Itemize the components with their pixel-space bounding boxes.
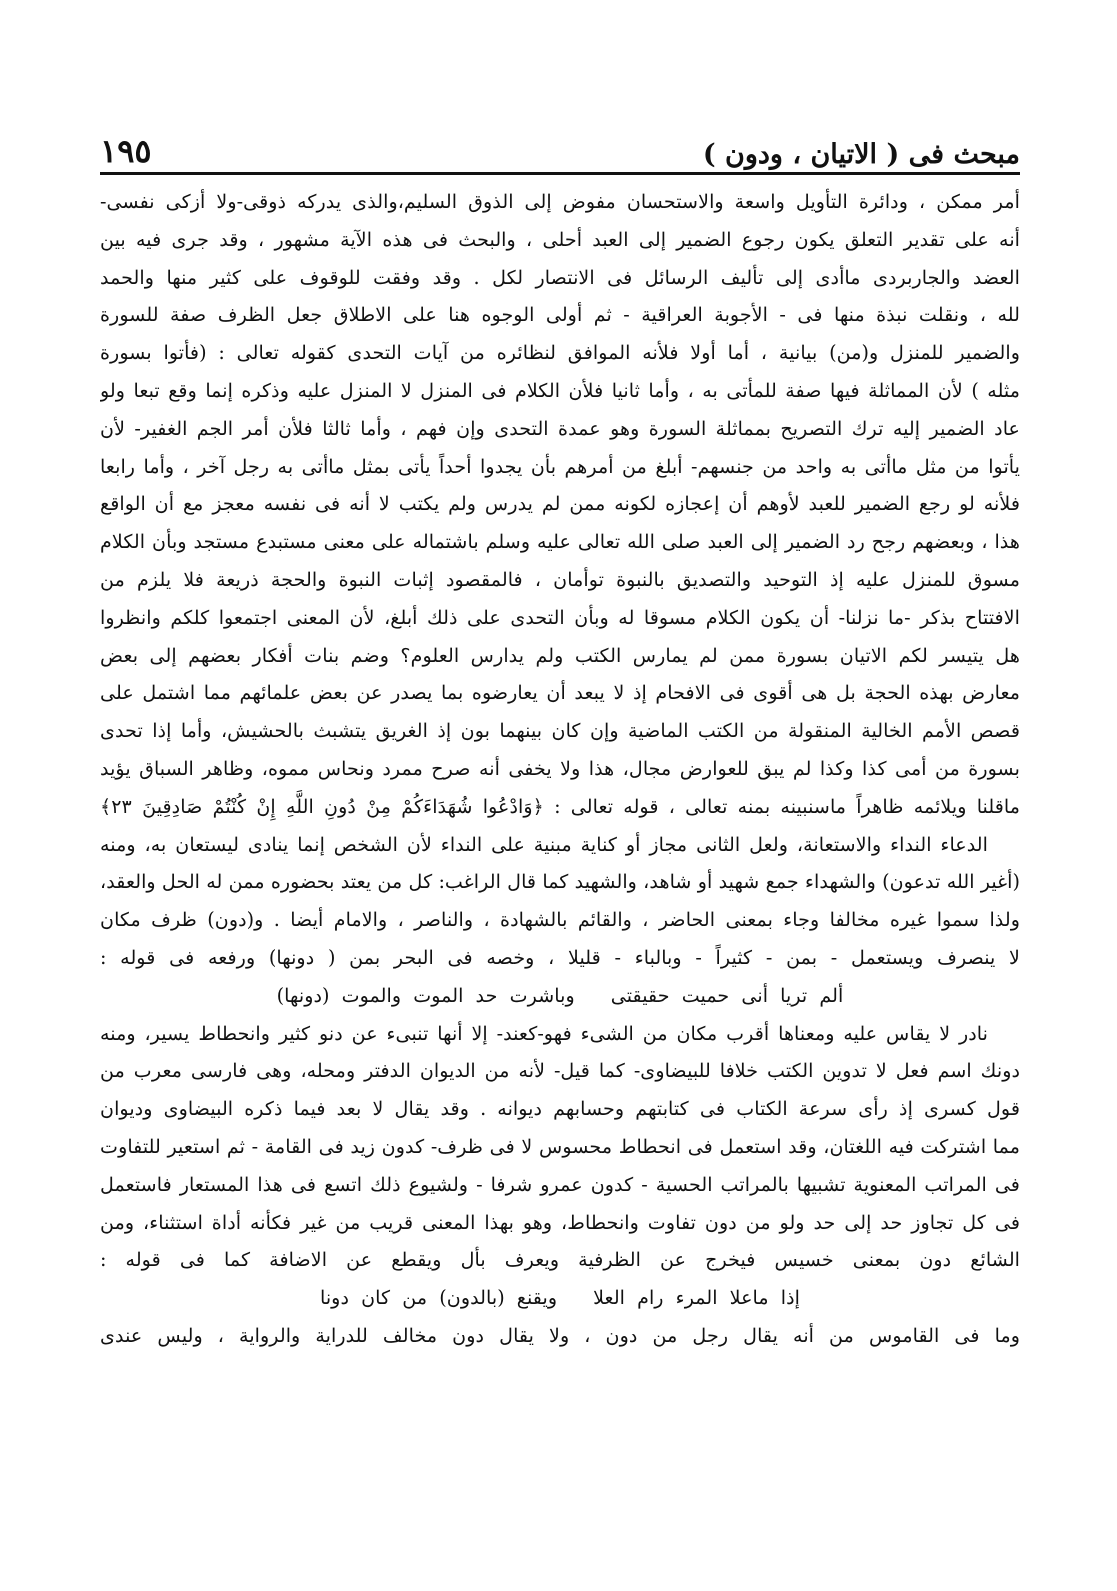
text-line: لا ينصرف ويستعمل - بمن - كثيراً - وبالباء - قليلا ، وخصه فى البحر بمن ( دونها) ورفعه فى قوله : <box>100 945 1020 969</box>
text-line: قصص الأمم الخالية المنقولة من الكتب الماضية وإن كان بينهما بون إذ الغريق يتشبث بالحشيش، وأما إذا تحدى <box>100 719 1020 743</box>
text-line: الافتتاح بذكر -ما نزلنا- أن يكون الكلام مسوقا له وبأن التحدى على ذلك أبلغ، لأن المعنى اجتمعوا كلكم وانظروا <box>100 605 1020 629</box>
text-line: أنه على تقدير التعلق يكون رجوع الضمير إلى العبد أحلى ، والبحث فى هذه الآية مشهور ، وقد جرى فيه بين <box>100 227 1020 251</box>
text-line: بسورة من أمى كذا وكذا لم يبق للعوارض مجال، هذا ولا يخفى أنه صرح ممرد ونحاس مموه، وظاهر السباق يؤيد <box>100 756 1020 780</box>
text-line: فلأنه لو رجع الضمير للعبد لأوهم أن إعجازه لكونه ممن لم يدرس ولم يكتب لا أنه فى نفسه معجز مع أن الواقع <box>100 492 1020 516</box>
text-line: عاد الضمير إليه ترك التصريح بمماثلة السورة وهو عمدة التحدى وإن فهم ، وأما ثالثا فلأن أمر الجم الغفير- لأن <box>100 416 1020 440</box>
text-line: لله ، ونقلت نبذة منها فى - الأجوبة العراقية - ثم أولى الوجوه هنا على الاطلاق جعل الظرف صفة للسورة <box>100 303 1020 327</box>
text-line: مسوق للمنزل عليه إذ التوحيد والتصديق بالنبوة توأمان ، فالمقصود إثبات النبوة والحجة ذريعة فلا يلزم من <box>100 567 1020 591</box>
text-line: مثله ) لأن المماثلة فيها صفة للمأتى به ، وأما ثانيا فلأن الكلام فى المنزل لا المنزل عليه وذكره إنما وقع تبعا ولو <box>100 378 1020 402</box>
text-line: هذا ، وبعضهم رجح رد الضمير إلى العبد صلى الله تعالى عليه وسلم باشتماله على معنى مستبدع مستجد وبأن الكلام <box>100 530 1020 554</box>
page-number: ١٩٥ <box>100 132 152 170</box>
verse-hemistich: وباشرت حد الموت والموت (دونها) <box>276 983 575 1007</box>
verse-hemistich: إذا ماعلا المرء رام العلا <box>593 1286 800 1310</box>
book-page <box>100 118 1020 1538</box>
text-line: يأتوا من مثل ماأتى به واحد من جنسهم- أبلغ من أمرهم بأن يجدوا أحداً يأتى بمثل ماأتى به رجل آخر ، وأما رابعا <box>100 454 1020 478</box>
text-line: معارض بهذه الحجة بل هى أقوى فى الافحام إذ لا يبعد أن يعارضوه بما يصدر عن بعض علمائهم مما اشتمل على <box>100 681 1020 705</box>
text-line: قول كسرى إذ رأى سرعة الكتاب فى كتابتهم وحسابهم ديوانه . وقد يقال لا بعد فيما ذكره البيضاوى وديوان <box>100 1097 1020 1121</box>
text-line: ماقلنا ويلائمه ظاهراً ماسنبينه بمنه تعالى ، قوله تعالى : ﴿وَادْعُوا شُهَدَاءَكُمْ مِنْ دُونِ اللَّهِ إِنْ كُنْتُمْ صَادِقِينَ ٢٣﴾ <box>100 794 1020 818</box>
text-line: فى كل تجاوز حد إلى حد ولو من دون تفاوت وانحطاط، وهو بهذا المعنى قريب من غير فكأنه أداة استثناء، ومن <box>100 1210 1020 1234</box>
text-line: أمر ممكن ، ودائرة التأويل واسعة والاستحسان مفوض إلى الذوق السليم،والذى يدركه ذوقى-ولا أزكى نفسى- <box>100 190 1020 213</box>
page-header <box>100 118 1020 175</box>
text-line: مما اشتركت فيه اللغتان، وقد استعمل فى انحطاط محسوس لا فى ظرف- كدون زيد فى القامة - ثم استعير للتفاوت <box>100 1134 1020 1158</box>
verse-hemistich: ويقنع (بالدون) من كان دونا <box>320 1286 558 1310</box>
text-line: العضد والجاربردى ماأدى إلى تأليف الرسائل فى الانتصار لكل . وقد وفقت للوقوف على كثير منها والحمد <box>100 265 1020 289</box>
text-line: (أغير الله تدعون) والشهداء جمع شهيد أو شاهد، والشهيد كما قال الراغب: كل من يعتد بحضوره ممن له الحل والعقد، <box>100 870 1020 894</box>
text-line: وما فى القاموس من أنه يقال رجل من دون ، ولا يقال دون مخالف للدراية والرواية ، وليس عندى <box>100 1323 1020 1347</box>
running-title: مبحث فى ( الاتيان ، ودون ) <box>702 139 1020 170</box>
body-text <box>100 183 1020 1355</box>
text-line: والضمير للمنزل و(من) بيانية ، أما أولا فلأنه الموافق لنظائره من آيات التحدى كقوله تعالى : (فأتوا بسورة <box>100 341 1020 365</box>
verse-hemistich: ألم تريا أنى حميت حقيقتى <box>610 983 844 1007</box>
text-line: الدعاء النداء والاستعانة، ولعل الثانى مجاز أو كناية مبنية على النداء لأن الشخص إنما ينادى ليستعان به، ومنه <box>100 832 988 856</box>
text-line: هل يتيسر لكم الاتيان بسورة ممن لم يمارس الكتب ولم يدارس العلوم؟ وضم بنات أفكار بعضهم إلى بعض <box>100 643 1020 667</box>
text-line: دونك اسم فعل لا تدوين الكتب خلافا للبيضاوى- كما قيل- لأنه من الديوان الدفتر ومحله، وهى فارسى معرب من <box>100 1059 1020 1083</box>
poetry-verse <box>100 1279 1020 1317</box>
text-line: نادر لا يقاس عليه ومعناها أقرب مكان من الشىء فهو-كعند- إلا أنها تنبىء عن دنو كثير وانحطاط يسير، ومنه <box>100 1021 988 1045</box>
text-line: ولذا سموا غيره مخالفا وجاء بمعنى الحاضر ، والقائم بالشهادة ، والناصر ، والامام أيضا . و(دون) ظرف مكان <box>100 908 1020 932</box>
text-line: فى المراتب المعنوية تشبيها بالمراتب الحسية - كدون عمرو شرفا - ولشيوع ذلك اتسع فى هذا المستعار فاستعمل <box>100 1172 1020 1196</box>
text-line: الشائع دون بمعنى خسيس فيخرج عن الظرفية ويعرف بأل ويقطع عن الاضافة كما فى قوله : <box>100 1248 1020 1272</box>
poetry-verse <box>100 977 1020 1015</box>
